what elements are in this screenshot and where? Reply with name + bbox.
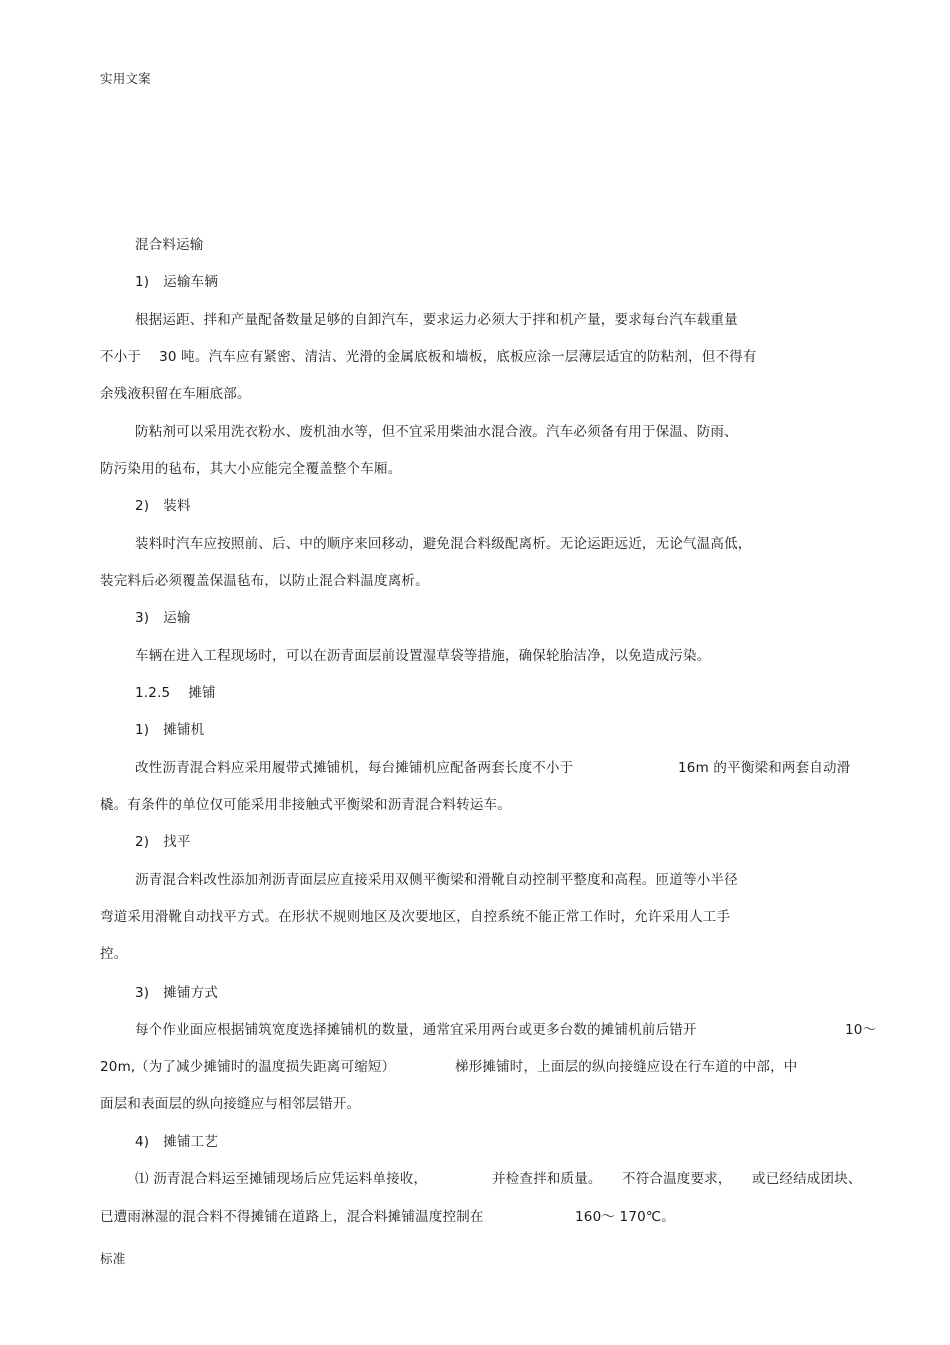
subheading-paver xyxy=(135,721,204,739)
list-number: 1) xyxy=(135,722,150,738)
paragraph-line: ⑴ 沥青混合料运至摊铺现场后应凭运料单接收， xyxy=(135,1171,428,1187)
paragraph-line xyxy=(100,348,757,366)
list-number: 3) xyxy=(135,610,150,626)
paragraph-line-segment: 160～ 170℃。 xyxy=(575,1209,675,1225)
subheading-label: 摊铺机 xyxy=(163,722,205,738)
paragraph-line-segment: 梯形摊铺时，上面层的纵向接缝应设在行车道的中部，中 xyxy=(455,1059,798,1075)
paragraph-line: 橇。有条件的单位仅可能采用非接触式平衡梁和沥青混合料转运车。 xyxy=(100,797,511,813)
text-segment: 30 吨。汽车应有紧密、清洁、光滑的金属底板和墙板，底板应涂一层薄层适宜的防粘剂，但不得有 xyxy=(159,349,757,365)
section-number: 1.2.5 xyxy=(135,685,171,701)
paragraph-line-segment: 或已经结成团块、 xyxy=(752,1171,862,1187)
list-number: 1) xyxy=(135,274,150,290)
subheading-paving-process xyxy=(135,1133,218,1151)
paragraph-line-continuation: 16m 的平衡梁和两套自动滑 xyxy=(678,760,851,776)
subheading-leveling xyxy=(135,833,191,851)
paragraph-line: 弯道采用滑靴自动找平方式。在形状不规则地区及次要地区，自控系统不能正常工作时，允许采用人工手 xyxy=(100,909,731,925)
subheading-label: 摊铺方式 xyxy=(163,985,219,1001)
section-label: 摊铺 xyxy=(188,685,216,701)
paragraph-line: 防粘剂可以采用洗衣粉水、废机油水等，但不宜采用柴油水混合液。汽车必须备有用于保温、防雨、 xyxy=(135,424,738,440)
paragraph-line: 已遭雨淋湿的混合料不得摊铺在道路上，混合料摊铺温度控制在 xyxy=(100,1209,484,1225)
subheading-label: 找平 xyxy=(163,834,191,850)
paragraph-line: 20m, xyxy=(100,1059,136,1075)
paragraph-line: 每个作业面应根据铺筑宽度选择摊铺机的数量，通常宜采用两台或更多台数的摊铺机前后错开 xyxy=(135,1022,697,1038)
subheading-transport-vehicles xyxy=(135,273,218,291)
paragraph-line-continuation: 10～ xyxy=(845,1022,877,1038)
list-number: 2) xyxy=(135,498,150,514)
paragraph-line: 改性沥青混合料应采用履带式摊铺机，每台摊铺机应配备两套长度不小于 xyxy=(135,760,574,776)
subheading-label: 运输 xyxy=(163,610,191,626)
paragraph-line: 沥青混合料改性添加剂沥青面层应直接采用双侧平衡梁和滑靴自动控制平整度和高程。匝道等小半径 xyxy=(135,872,738,888)
paragraph-line: 车辆在进入工程现场时，可以在沥青面层前设置湿草袋等措施，确保轮胎洁净，以免造成污染。 xyxy=(135,648,711,664)
subheading-label: 摊铺工艺 xyxy=(163,1134,219,1150)
subheading-paving-method xyxy=(135,984,218,1002)
subheading-label: 运输车辆 xyxy=(163,274,219,290)
paragraph-line-segment: （为了减少摊铺时的温度损失距离可缩短） xyxy=(135,1059,396,1075)
paragraph-line: 装完料后必须覆盖保温毡布，以防止混合料温度离析。 xyxy=(100,573,429,589)
subheading-loading xyxy=(135,497,191,515)
paragraph-line-segment: 并检查拌和质量。 xyxy=(492,1171,602,1187)
subheading-transport xyxy=(135,609,191,627)
subheading-label: 装料 xyxy=(163,498,191,514)
page-footer: 标准 xyxy=(100,1251,126,1266)
list-number: 4) xyxy=(135,1134,150,1150)
paragraph-line: 根据运距、拌和产量配备数量足够的自卸汽车，要求运力必须大于拌和机产量，要求每台汽车载重量 xyxy=(135,312,738,328)
paragraph-line: 装料时汽车应按照前、后、中的顺序来回移动，避免混合料级配离析。无论运距远近，无论气温高低， xyxy=(135,536,752,552)
section-title-mix-transport: 混合料运输 xyxy=(135,237,204,253)
text-segment: 不小于 xyxy=(100,349,142,365)
paragraph-line: 面层和表面层的纵向接缝应与相邻层错开。 xyxy=(100,1096,361,1112)
section-heading-paving xyxy=(135,684,216,702)
paragraph-line: 防污染用的毡布，其大小应能完全覆盖整个车厢。 xyxy=(100,461,402,477)
page-header: 实用文案 xyxy=(100,71,151,86)
paragraph-line: 控。 xyxy=(100,946,128,962)
paragraph-line: 余残液积留在车厢底部。 xyxy=(100,386,251,402)
list-number: 3) xyxy=(135,985,150,1001)
list-number: 2) xyxy=(135,834,150,850)
paragraph-line-segment: 不符合温度要求， xyxy=(622,1171,732,1187)
